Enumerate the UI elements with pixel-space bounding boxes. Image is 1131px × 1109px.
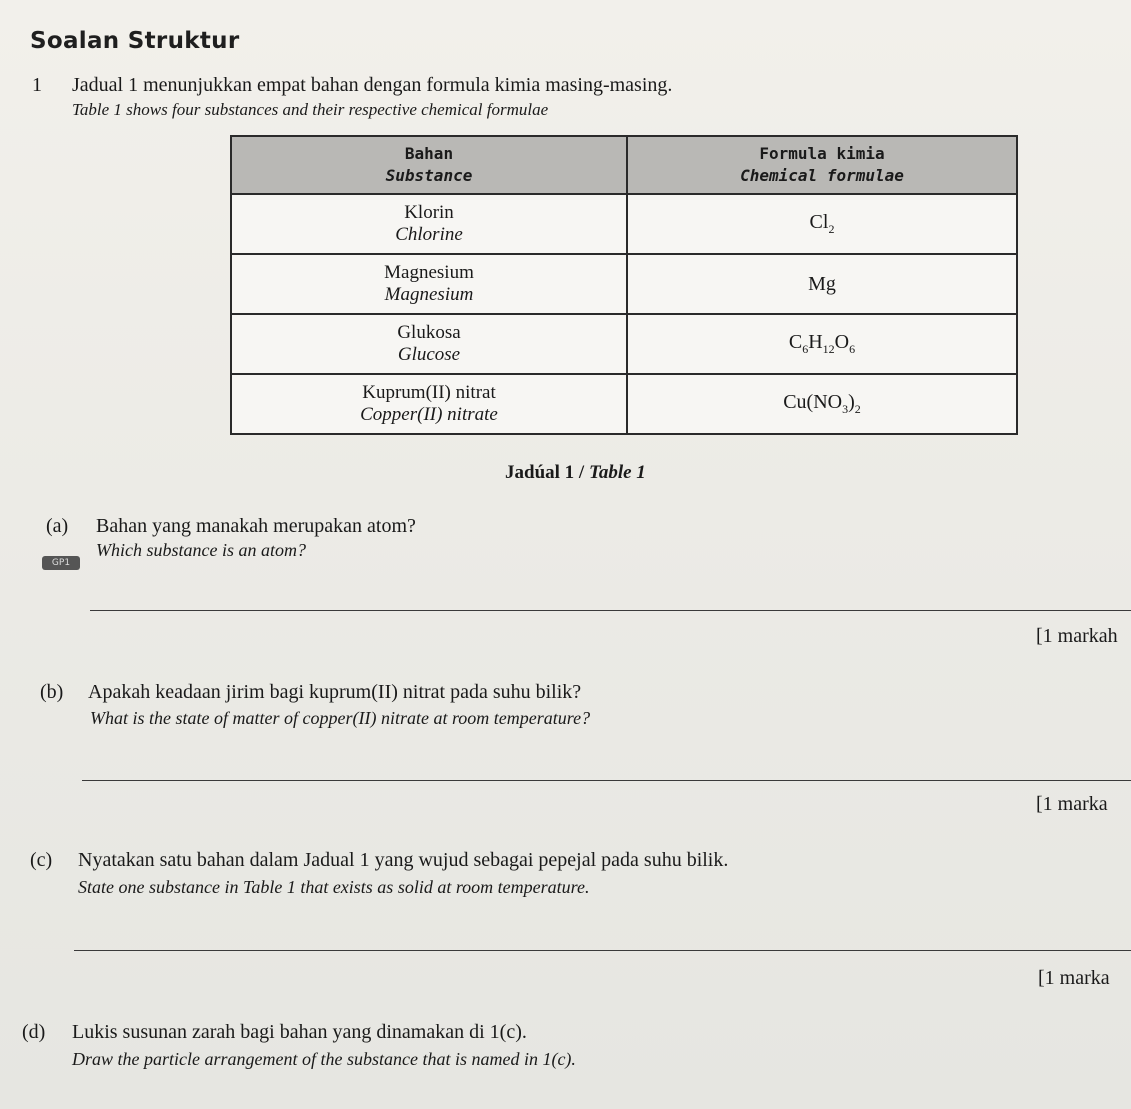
table-caption-english: Table 1 (588, 462, 646, 483)
header-formula-malay: Formula kimia (759, 144, 885, 163)
table-caption (505, 462, 646, 484)
table-row (231, 254, 1017, 314)
answer-line-a[interactable] (90, 610, 1131, 611)
question-text-english: Table 1 shows four substances and their respective chemical formulae (72, 100, 549, 119)
formula-cell: $C_6H_{12}O_6$ (627, 314, 1017, 374)
answer-line-c[interactable] (74, 950, 1131, 951)
mark-b: [1 marka (1036, 793, 1108, 815)
part-a-malay: Bahan yang manakah merupakan atom? (96, 515, 416, 537)
header-substance-english: Substance (385, 166, 473, 185)
formula-cell: Mg (627, 254, 1017, 314)
part-c-english: State one substance in Table 1 that exists as solid at room temperature. (78, 877, 590, 897)
substance-english: Magnesium (384, 284, 474, 305)
substance-cell (231, 314, 627, 374)
question-number: 1 (32, 74, 42, 96)
table-caption-malay: Jadúal 1 / (505, 462, 585, 483)
mark-a: [1 markah (1036, 625, 1118, 647)
substance-malay: Glukosa (397, 322, 461, 343)
part-b-label: (b) (40, 681, 64, 703)
part-c-label: (c) (30, 849, 53, 871)
substance-english: Chlorine (395, 224, 463, 245)
table-row (231, 194, 1017, 254)
substance-malay: Magnesium (384, 262, 474, 283)
header-formula-english: Chemical formulae (740, 166, 904, 185)
mark-c: [1 marka (1038, 967, 1110, 989)
part-a-english: Which substance is an atom? (96, 540, 306, 560)
formula-cell: $Cl_2$ (627, 194, 1017, 254)
header-substance-malay: Bahan (404, 144, 454, 163)
part-b-english: What is the state of matter of copper(II) nitrate at room temperature? (90, 708, 591, 728)
header-formula (627, 136, 1017, 194)
substance-cell (231, 374, 627, 434)
part-b-malay: Apakah keadaan jirim bagi kuprum(II) nitrat pada suhu bilik? (88, 681, 582, 703)
table-row (231, 314, 1017, 374)
table-header-row (231, 136, 1017, 194)
substance-english: Copper(II) nitrate (360, 404, 498, 425)
answer-line-b[interactable] (82, 780, 1131, 781)
gp-badge: GP1 (42, 556, 80, 570)
substance-cell (231, 194, 627, 254)
part-d-english: Draw the particle arrangement of the substance that is named in 1(c). (72, 1049, 576, 1069)
substance-malay: Klorin (404, 202, 454, 223)
substance-malay: Kuprum(II) nitrat (362, 382, 496, 403)
part-c-malay: Nyatakan satu bahan dalam Jadual 1 yang wujud sebagai pepejal pada suhu bilik. (78, 849, 729, 871)
formula-cell: $Cu(NO_3)_2$ (627, 374, 1017, 434)
section-title: Soalan Struktur (30, 28, 240, 54)
part-d-malay: Lukis susunan zarah bagi bahan yang dinamakan di 1(c). (72, 1021, 527, 1043)
header-substance (231, 136, 627, 194)
part-d-label: (d) (22, 1021, 46, 1043)
substance-english: Glucose (397, 344, 461, 365)
substance-cell (231, 254, 627, 314)
part-a-label: (a) (46, 515, 69, 537)
table-row (231, 374, 1017, 434)
question-text-malay: Jadual 1 menunjukkan empat bahan dengan formula kimia masing-masing. (72, 74, 673, 96)
substance-table (230, 135, 1018, 435)
